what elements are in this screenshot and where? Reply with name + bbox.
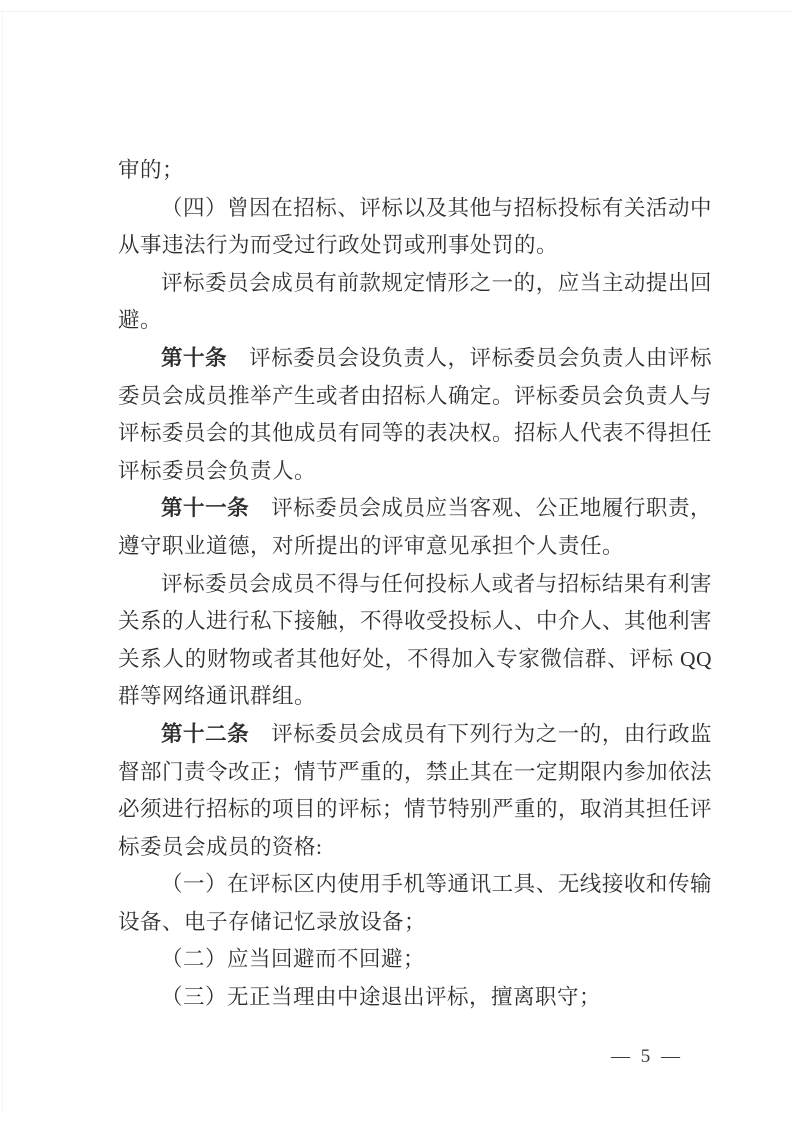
text-line: 关系人的财物或者其他好处，不得加入专家微信群、评标 QQ: [118, 646, 712, 671]
scan-artifact-left-edge: [2, 12, 3, 1112]
text-line: （二）应当回避而不回避；: [161, 947, 426, 972]
text-line: 必须进行招标的项目的评标；情节特别严重的，取消其担任评: [118, 797, 713, 822]
text-line: （三）无正当理由中途退出评标，擅离职守；: [161, 985, 602, 1010]
text-line: （四）曾因在招标、评标以及其他与招标投标有关活动中: [161, 195, 712, 220]
document-body: [118, 152, 712, 1017]
article-heading-line: 第十一条 评标委员会成员应当客观、公正地履行职责，: [161, 496, 712, 521]
text-line: 评标委员会成员不得与任何投标人或者与招标结果有利害: [161, 571, 712, 596]
text-line: 审的；: [118, 158, 185, 182]
text-line: 标委员会成员的资格:: [118, 834, 323, 859]
article-heading-line: 第十条 评标委员会设负责人，评标委员会负责人由评标: [161, 345, 712, 370]
text-line: 避。: [118, 308, 163, 333]
text-line: 群等网络通讯群组。: [118, 684, 317, 709]
text-line: 评标委员会成员有前款规定情形之一的，应当主动提出回: [161, 270, 712, 295]
text-line: 委员会成员推举产生或者由招标人确定。评标委员会负责人与: [118, 383, 713, 408]
article-number: 第十二条: [161, 721, 250, 746]
text-line: 评标委员会负责人。: [118, 458, 317, 483]
article-number: 第十一条: [161, 496, 250, 521]
article-heading-line: 第十二条 评标委员会成员有下列行为之一的，由行政监: [161, 721, 712, 746]
text-line: 督部门责令改正；情节严重的，禁止其在一定期限内参加依法: [118, 759, 713, 784]
text-line: 从事违法行为而受过行政处罚或刑事处罚的。: [118, 233, 559, 258]
text-line: （一）在评标区内使用手机等通讯工具、无线接收和传输: [161, 872, 712, 897]
text-line: 设备、电子存储记忆录放设备；: [118, 909, 427, 934]
page-number: — 5 —: [611, 1046, 683, 1067]
text-line: 关系的人进行私下接触，不得收受投标人、中介人、其他利害: [118, 609, 713, 634]
text-line: 评标委员会的其他成员有同等的表决权。招标人代表不得担任: [118, 421, 713, 446]
article-number: 第十条: [161, 345, 228, 370]
scan-artifact-top-edge: [0, 11, 793, 12]
text-line: 遵守职业道德，对所提出的评审意见承担个人责任。: [118, 533, 625, 558]
